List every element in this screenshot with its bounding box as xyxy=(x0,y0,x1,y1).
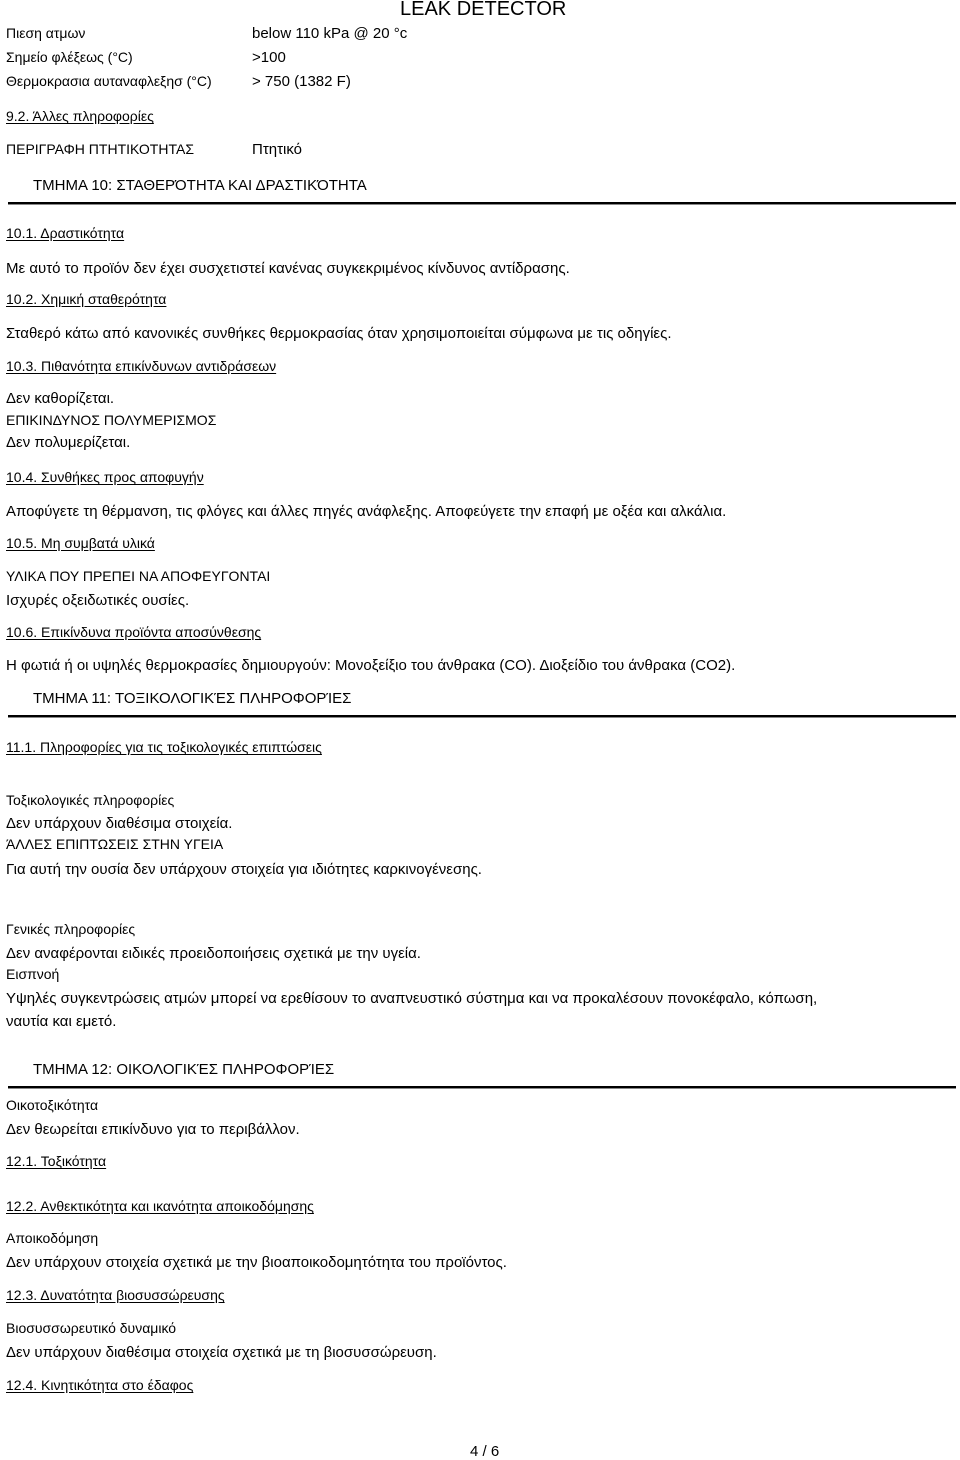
prop-value-vapour-pressure: below 110 kPa @ 20 °c xyxy=(252,25,408,42)
volatility-label: ΠΕΡΙΓΡΑΦΗ ΠΤΗΤΙΚΟΤΗΤΑΣ xyxy=(6,141,194,157)
label-materials-to-avoid: ΥΛΙΚΑ ΠΟΥ ΠΡΕΠΕΙ ΝΑ ΑΠΟΦΕΥΓΟΝΤΑΙ xyxy=(6,568,271,584)
heading-11-1: 11.1. Πληροφορίες για τις τοξικολογικές επιπτώσεις xyxy=(6,739,322,755)
section-12-title: ΤΜΗΜΑ 12: ΟΙΚΟΛΟΓΙΚΈΣ ΠΛΗΡΟΦΟΡΊΕΣ xyxy=(33,1061,335,1078)
text-10-5: Ισχυρές οξειδωτικές ουσίες. xyxy=(6,592,190,609)
text-10-3b: Δεν πολυμερίζεται. xyxy=(6,434,131,451)
text-10-2: Σταθερό κάτω από κανονικές συνθήκες θερμοκρασίας όταν χρησιμοποιείται σύμφωνα με τις οδηγίες. xyxy=(6,325,672,342)
text-11-4b: ναυτία και εμετό. xyxy=(6,1013,117,1030)
heading-12-2: 12.2. Ανθεκτικότητα και ικανότητα αποικοδόμησης xyxy=(6,1198,314,1214)
section-10-header xyxy=(8,168,956,204)
prop-value-flash-point: >100 xyxy=(252,49,286,66)
heading-10-4: 10.4. Συνθήκες προς αποφυγήν xyxy=(6,469,204,485)
label-other-health-effects: ΆΛΛΕΣ ΕΠΙΠΤΩΣΕΙΣ ΣΤΗΝ ΥΓΕΙΑ xyxy=(6,836,224,852)
text-10-1: Με αυτό το προϊόν δεν έχει συσχετιστεί κανένας συγκεκριμένος κίνδυνος αντίδρασης. xyxy=(6,260,570,277)
label-polymerization: ΕΠΙΚΙΝΔΥΝΟΣ ΠΟΛΥΜΕΡΙΣΜΟΣ xyxy=(6,412,217,428)
section-12-header xyxy=(8,1052,956,1088)
text-12-3: Δεν υπάρχουν διαθέσιμα στοιχεία σχετικά με τη βιοσυσσώρευση. xyxy=(6,1344,437,1361)
section-11-title: ΤΜΗΜΑ 11: ΤΟΞΙΚΟΛΟΓΙΚΈΣ ΠΛΗΡΟΦΟΡΊΕΣ xyxy=(33,690,352,707)
text-11-2: Για αυτή την ουσία δεν υπάρχουν στοιχεία για ιδιότητες καρκινογένεσης. xyxy=(6,861,482,878)
prop-label-vapour-pressure: Πιεση ατμων xyxy=(6,25,86,41)
volatility-value: Πτητικό xyxy=(252,141,303,158)
text-10-3a: Δεν καθορίζεται. xyxy=(6,390,115,407)
prop-label-autoignition: Θερμοκρασια αυταναφλεξησ (°C) xyxy=(6,73,212,89)
heading-10-5: 10.5. Μη συμβατά υλικά xyxy=(6,535,155,551)
heading-12-1: 12.1. Τοξικότητα xyxy=(6,1153,107,1169)
section-11-header xyxy=(8,681,956,717)
heading-12-4: 12.4. Κινητικότητα στο έδαφος xyxy=(6,1377,194,1393)
label-ecotoxicity: Οικοτοξικότητα xyxy=(6,1097,99,1113)
text-11-3: Δεν αναφέρονται ειδικές προειδοποιήσεις σχετικά με την υγεία. xyxy=(6,945,421,962)
heading-10-2: 10.2. Χημική σταθερότητα xyxy=(6,291,167,307)
heading-10-1: 10.1. Δραστικότητα xyxy=(6,225,125,241)
label-toxicological-info: Τοξικολογικές πληροφορίες xyxy=(6,792,175,808)
text-10-4: Αποφύγετε τη θέρμανση, τις φλόγες και άλλες πηγές ανάφλεξης. Αποφεύγετε την επαφή με οξέα και αλκάλια. xyxy=(6,503,727,520)
label-general-info: Γενικές πληροφορίες xyxy=(6,921,136,937)
heading-10-6: 10.6. Επικίνδυνα προϊόντα αποσύνθεσης xyxy=(6,624,262,640)
prop-label-flash-point: Σημείο φλέξεως (°C) xyxy=(6,49,133,65)
text-11-1: Δεν υπάρχουν διαθέσιμα στοιχεία. xyxy=(6,815,233,832)
text-11-4a: Υψηλές συγκεντρώσεις ατμών μπορεί να ερεθίσουν το αναπνευστικό σύστημα και να προκαλέσουν πονοκέφαλο, κόπωση, xyxy=(6,990,818,1007)
label-inhalation: Εισπνοή xyxy=(6,966,60,982)
text-12-2: Δεν υπάρχουν στοιχεία σχετικά με την βιοαποικοδομητότητα του προϊόντος. xyxy=(6,1254,507,1271)
label-bioaccumulative: Βιοσυσσωρευτικό δυναμικό xyxy=(6,1320,177,1336)
page-number: 4 / 6 xyxy=(470,1443,500,1460)
product-title: LEAK DETECTOR xyxy=(400,0,567,20)
heading-12-3: 12.3. Δυνατότητα βιοσυσσώρευσης xyxy=(6,1287,225,1303)
text-10-6: Η φωτιά ή οι υψηλές θερμοκρασίες δημιουργούν: Μονοξείξιο του άνθρακα (CO). Διοξείδιο του άνθρακα (CO2). xyxy=(6,657,736,674)
heading-9-2: 9.2. Άλλες πληροφορίες xyxy=(6,108,154,124)
prop-value-autoignition: > 750 (1382 F) xyxy=(252,73,351,90)
heading-10-3: 10.3. Πιθανότητα επικίνδυνων αντιδράσεων xyxy=(6,358,277,374)
label-degradation: Αποικοδόμηση xyxy=(6,1230,99,1246)
section-10-title: ΤΜΗΜΑ 10: ΣΤΑΘΕΡΌΤΗΤΑ ΚΑΙ ΔΡΑΣΤΙΚΌΤΗΤΑ xyxy=(33,177,367,194)
text-12-ecotox: Δεν θεωρείται επικίνδυνο για το περιβάλλον. xyxy=(6,1121,300,1138)
